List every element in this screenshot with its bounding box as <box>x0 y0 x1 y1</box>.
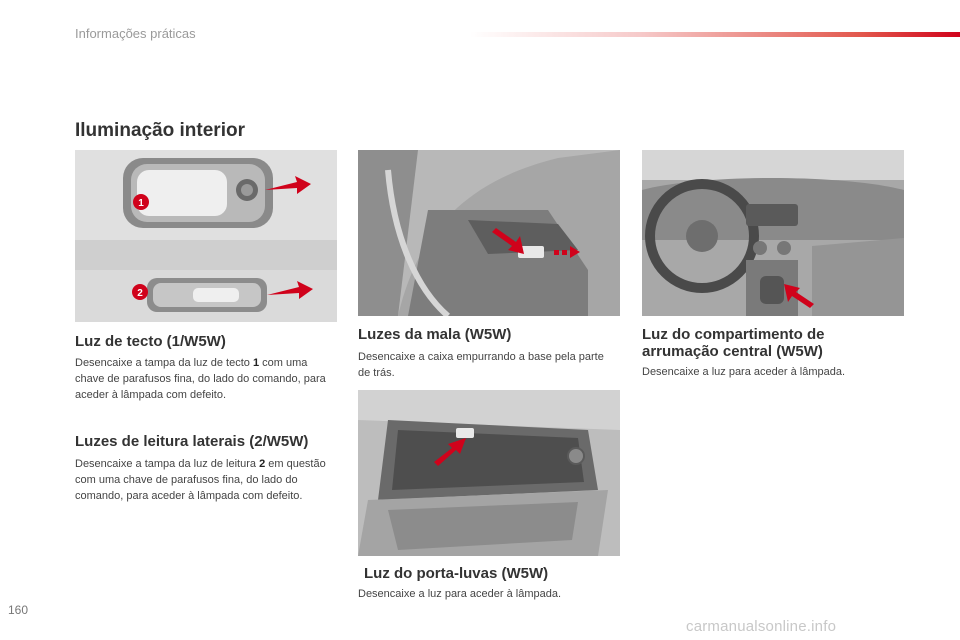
trunk-annotations <box>358 150 620 316</box>
callout-1-label: 1 <box>138 198 144 209</box>
callout-2 <box>132 284 148 300</box>
heading-luz-tecto: Luz de tecto (1/W5W) <box>75 333 226 350</box>
item-number-1: 1 <box>252 357 260 369</box>
heading-luzes-mala: Luzes da mala (W5W) <box>358 326 512 343</box>
heading-compartimento-line2: arrumação central (W5W) <box>642 343 823 360</box>
paragraph-luz-porta-luvas: Desencaixe a luz para aceder à lâmpada. <box>358 588 562 600</box>
glovebox-annotations <box>358 390 620 556</box>
callout-2-label: 2 <box>137 288 143 299</box>
dashed-arrow-icon <box>554 246 580 258</box>
arrow-icon <box>265 176 311 194</box>
arrow-icon <box>784 284 814 308</box>
running-header: Informações práticas <box>75 26 196 41</box>
page-number: 160 <box>8 603 29 617</box>
ceiling-lights-annotations <box>75 150 337 322</box>
item-number-2: 2 <box>259 458 266 470</box>
paragraph-luz-tecto <box>75 355 339 403</box>
arrow-icon <box>434 438 466 466</box>
paragraph-luzes-mala: Desencaixe a caixa empurrando a base pela parte de trás. <box>358 351 604 379</box>
paragraph-luz-tecto-b: com uma chave de parafusos fina, do lado do comando, para aceder à lâmpada com defeito. <box>75 357 326 401</box>
arrow-icon <box>267 281 313 299</box>
arrow-icon <box>492 228 524 254</box>
heading-luzes-leitura: Luzes de leitura laterais (2/W5W) <box>75 433 309 450</box>
paragraph-compartimento: Desencaixe a luz para aceder à lâmpada. <box>642 366 846 378</box>
heading-compartimento <box>642 326 825 360</box>
paragraph-luzes-leitura-b: em questão com uma chave de parafusos fina, do lado do comando, para aceder à lâmpada com defeito. <box>75 458 326 502</box>
dashboard-annotations <box>642 150 904 316</box>
paragraph-luzes-leitura-a: Desencaixe a tampa da luz de leitura <box>75 458 260 470</box>
paragraph-luz-tecto-a: Desencaixe a tampa da luz de tecto <box>75 357 253 369</box>
page-title: Iluminação interior <box>75 120 245 141</box>
callout-1 <box>133 194 149 210</box>
heading-compartimento-line1: Luz do compartimento de <box>642 326 825 343</box>
paragraph-luzes-leitura <box>75 456 337 504</box>
header-accent-bar <box>470 32 960 37</box>
heading-luz-porta-luvas: Luz do porta-luvas (W5W) <box>364 565 549 582</box>
watermark: carmanualsonline.info <box>686 618 837 635</box>
